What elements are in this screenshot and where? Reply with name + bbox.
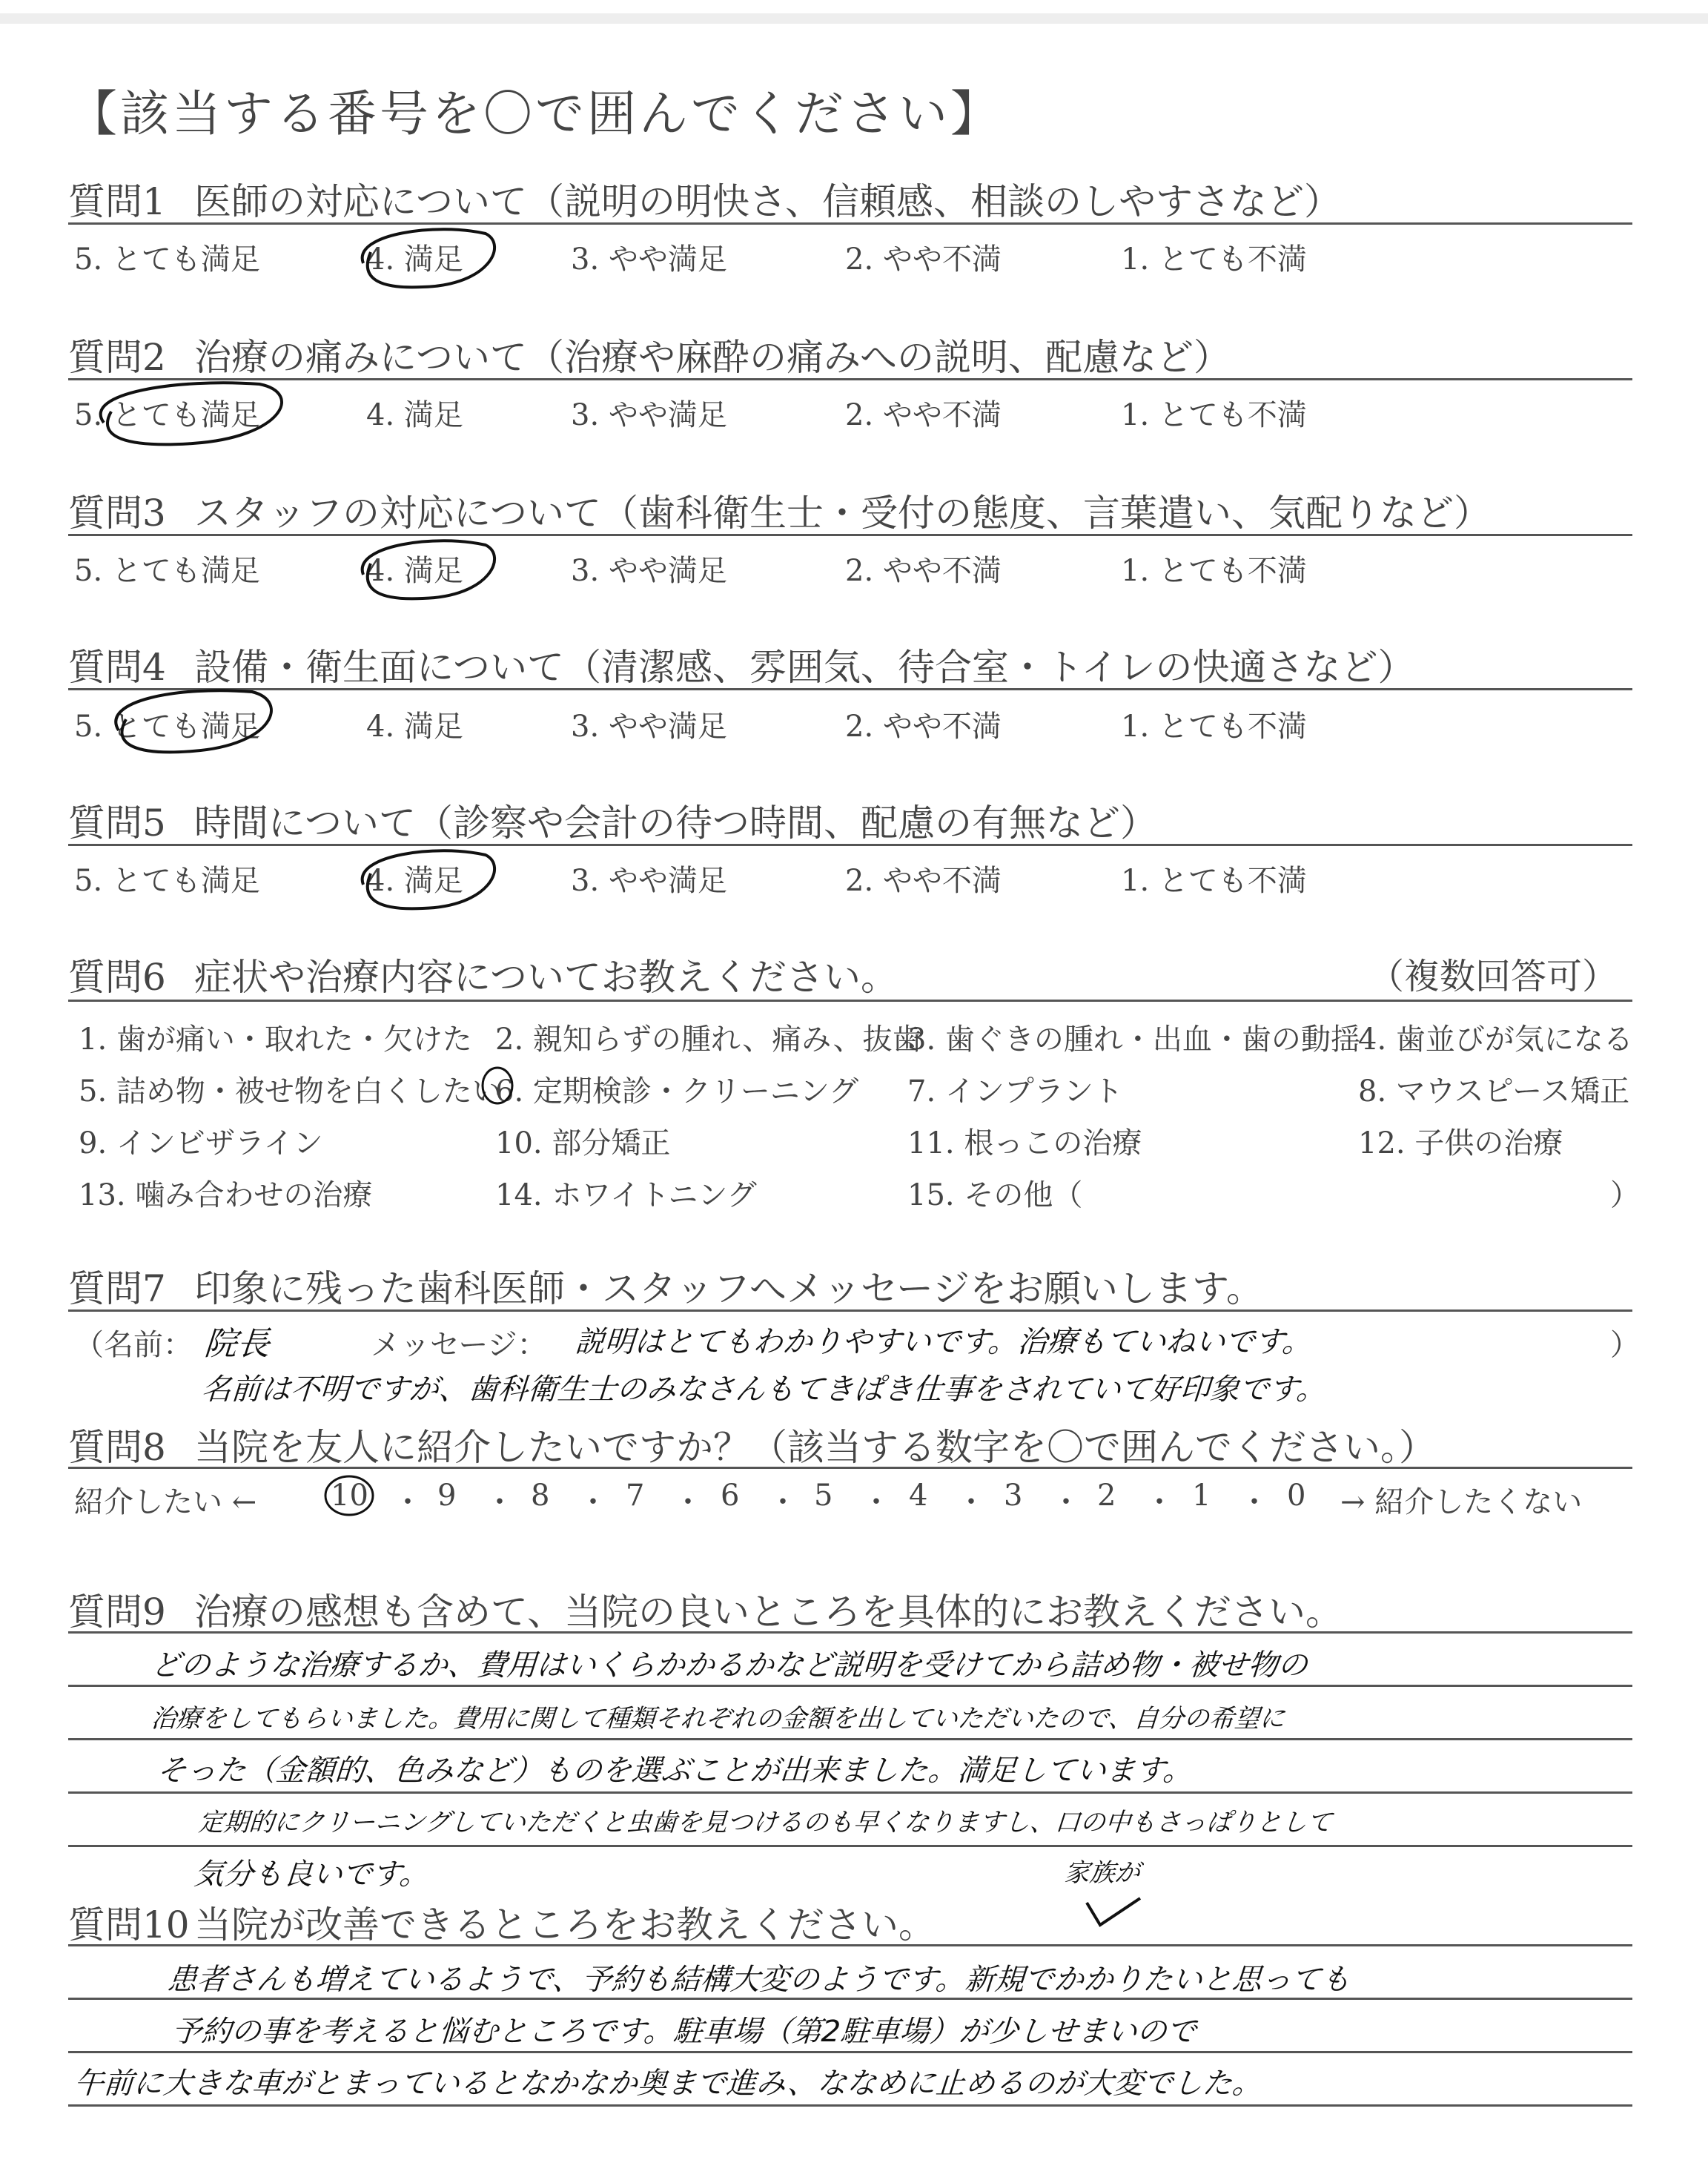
q9-answer-line-4[interactable]: 定期的にクリーニングしていただくと虫歯を見つけるのも早くなりますし、口の中もさっぱりとして (197, 1808, 1334, 1837)
q8-score-8[interactable]: 8 (531, 1479, 550, 1513)
q2-option-3[interactable]: 3. やや満足 (571, 398, 727, 432)
q1-option-1[interactable]: 1. とても不満 (1121, 242, 1307, 277)
question-6-number: 質問6 (68, 956, 166, 999)
question-9-text: 治療の感想も含めて、当院の良いところを具体的にお教えください。 (194, 1591, 1343, 1634)
q4-option-3[interactable]: 3. やや満足 (571, 710, 727, 744)
q4-option-4[interactable]: 4. 満足 (366, 710, 463, 744)
q8-score-5[interactable]: 5 (814, 1479, 833, 1513)
q7-message-label: メッセージ： (371, 1328, 547, 1362)
question-5 (68, 793, 1157, 847)
answer-line (68, 1845, 1632, 1847)
question-9-rule (68, 1631, 1632, 1634)
question-2-number: 質問2 (68, 336, 166, 379)
q1-option-5[interactable]: 5. とても満足 (74, 242, 260, 277)
question-4-text: 設備・衛生面について（清潔感、雰囲気、待合室・トイレの快適さなど） (194, 646, 1415, 689)
question-10-number: 質問10 (68, 1903, 190, 1946)
q8-dot: ・ (768, 1485, 798, 1519)
question-4-number: 質問4 (68, 646, 166, 689)
q8-score-6[interactable]: 6 (721, 1479, 740, 1513)
q8-dot: ・ (673, 1485, 703, 1519)
q3-option-3[interactable]: 3. やや満足 (571, 554, 727, 588)
question-7-text: 印象に残った歯科医師・スタッフへメッセージをお願いします。 (194, 1267, 1263, 1310)
q8-score-2[interactable]: 2 (1097, 1479, 1116, 1513)
q1-option-3[interactable]: 3. やや満足 (571, 242, 727, 277)
q8-score-3[interactable]: 3 (1004, 1479, 1023, 1513)
q8-score-10[interactable]: 10 (331, 1479, 368, 1513)
q2-option-2[interactable]: 2. やや不満 (845, 398, 1002, 432)
q8-dot: ・ (578, 1485, 608, 1519)
q7-message-line-2[interactable]: 名前は不明ですが、歯科衛生士のみなさんもてきぱき仕事をされていて好印象です。 (200, 1373, 1328, 1407)
question-10-rule (68, 1944, 1632, 1946)
question-1-text: 医師の対応について（説明の明快さ、信頼感、相談のしやすさなど） (194, 180, 1341, 223)
question-5-text: 時間について（診察や会計の待つ時間、配慮の有無など） (194, 802, 1157, 845)
question-5-number: 質問5 (68, 802, 166, 845)
question-2-text: 治療の痛みについて（治療や麻酔の痛みへの説明、配慮など） (194, 336, 1231, 379)
q1-option-4[interactable]: 4. 満足 (366, 242, 463, 277)
question-7-number: 質問7 (68, 1267, 166, 1310)
q8-score-9[interactable]: 9 (437, 1479, 457, 1513)
answer-line (68, 1738, 1632, 1740)
q8-selection-circle (322, 1473, 377, 1519)
q2-option-4[interactable]: 4. 満足 (366, 398, 463, 432)
q8-dot: ・ (393, 1485, 423, 1519)
answer-line (68, 2051, 1632, 2053)
question-9 (68, 1582, 1343, 1636)
q6-option-2[interactable]: 2. 親知らずの腫れ、痛み、抜歯 (495, 1023, 922, 1057)
q4-selection-circle (96, 678, 282, 760)
q4-option-5[interactable]: 5. とても満足 (74, 710, 260, 744)
question-8-text: 当院を友人に紹介したいですか？（該当する数字を〇で囲んでください。） (194, 1426, 1436, 1469)
question-7 (68, 1259, 1263, 1312)
answer-line (68, 1685, 1632, 1687)
q8-score-1[interactable]: 1 (1192, 1479, 1211, 1513)
answer-line (68, 1791, 1632, 1794)
q8-dot: ・ (485, 1485, 514, 1519)
q6-option-14[interactable]: 14. ホワイトニング (495, 1178, 757, 1212)
q5-option-2[interactable]: 2. やや不満 (845, 864, 1002, 898)
question-8-rule (68, 1467, 1632, 1469)
q3-option-4[interactable]: 4. 満足 (366, 554, 463, 588)
q1-selection-circle (348, 219, 504, 293)
q6-option-1[interactable]: 1. 歯が痛い・取れた・欠けた (79, 1023, 472, 1057)
q10-answer-line-3[interactable]: 午前に大きな車がとまっているとなかなか奥まで進み、ななめに止めるのが大変でした。 (73, 2067, 1263, 2101)
q5-option-1[interactable]: 1. とても不満 (1121, 864, 1307, 898)
q10-insertion-note[interactable]: 家族が (1063, 1858, 1142, 1888)
question-10 (68, 1895, 936, 1949)
question-3-rule (68, 534, 1632, 536)
q2-option-1[interactable]: 1. とても不満 (1121, 398, 1307, 432)
question-9-number: 質問9 (68, 1591, 166, 1634)
q9-answer-line-3[interactable]: そった（金額的、色みなど）ものを選ぶことが出来ました。満足しています。 (156, 1754, 1194, 1788)
page-title: 【該当する番号を〇で囲んでください】 (68, 85, 1002, 142)
question-3-text: スタッフの対応について（歯科衛生士・受付の態度、言葉遣い、気配りなど） (194, 492, 1491, 535)
question-6-rule (68, 1000, 1632, 1002)
q4-option-1[interactable]: 1. とても不満 (1121, 710, 1307, 744)
q8-score-4[interactable]: 4 (909, 1479, 928, 1513)
q6-option-8[interactable]: 8. マウスピース矯正 (1358, 1074, 1630, 1109)
q2-selection-circle (82, 371, 297, 452)
q8-dot: ・ (956, 1485, 986, 1519)
question-6-note: （複数回答可） (1368, 956, 1618, 997)
q3-option-1[interactable]: 1. とても不満 (1121, 554, 1307, 588)
q10-answer-line-1[interactable]: 患者さんも増えているようで、予約も結構大変のようです。新規でかかりたいと思っても (166, 1963, 1352, 1997)
q8-left-label: 紹介したい ← (74, 1485, 257, 1519)
q6-option-6[interactable]: 6. 定期検診・クリーニング (495, 1074, 859, 1109)
q6-option-3[interactable]: 3. 歯ぐきの腫れ・出血・歯の動揺 (907, 1023, 1360, 1057)
q6-option-7[interactable]: 7. インプラント (907, 1074, 1123, 1109)
q8-dot: ・ (1239, 1485, 1269, 1519)
q3-option-5[interactable]: 5. とても満足 (74, 554, 260, 588)
question-6 (68, 948, 898, 1001)
question-8-number: 質問8 (68, 1426, 166, 1469)
q9-answer-line-5[interactable]: 気分も良いです。 (193, 1857, 431, 1892)
q7-close: ） (1610, 1328, 1640, 1362)
question-3-number: 質問3 (68, 492, 166, 535)
question-4-rule (68, 688, 1632, 690)
q10-insertion-caret (1084, 1892, 1143, 1929)
q8-score-0[interactable]: 0 (1287, 1479, 1306, 1513)
question-1 (68, 172, 1341, 225)
question-3 (68, 483, 1491, 537)
q1-option-2[interactable]: 2. やや不満 (845, 242, 1002, 277)
q6-selection-circle (479, 1065, 516, 1106)
q5-selection-circle (348, 840, 504, 914)
q8-right-label: → 紹介したくない (1340, 1485, 1583, 1519)
question-10-text: 当院が改善できるところをお教えください。 (194, 1903, 936, 1946)
q5-option-5[interactable]: 5. とても満足 (74, 864, 260, 898)
q3-option-2[interactable]: 2. やや不満 (845, 554, 1002, 588)
q6-option-4[interactable]: 4. 歯並びが気になる (1358, 1023, 1633, 1057)
q8-score-7[interactable]: 7 (626, 1479, 645, 1513)
q6-option-11[interactable]: 11. 根っこの治療 (907, 1126, 1142, 1160)
q10-answer-line-2[interactable]: 予約の事を考えると悩むところです。駐車場（第2駐車場）が少しせまいので (171, 2015, 1198, 2049)
q6-option-10[interactable]: 10. 部分矯正 (495, 1126, 671, 1160)
q6-option-15[interactable]: 15. その他（ (907, 1178, 1083, 1212)
q6-other-close: ） (1610, 1178, 1640, 1212)
q6-option-5[interactable]: 5. 詰め物・被せ物を白くしたい (79, 1074, 502, 1109)
q8-dot: ・ (1051, 1485, 1081, 1519)
scan-top-edge (0, 13, 1708, 24)
question-2-rule (68, 378, 1632, 380)
question-6-text: 症状や治療内容についてお教えください。 (194, 956, 898, 999)
q7-name-label: （名前： (74, 1328, 193, 1362)
q3-selection-circle (348, 530, 504, 604)
answer-line (68, 2104, 1632, 2107)
q8-dot: ・ (861, 1485, 891, 1519)
q4-option-2[interactable]: 2. やや不満 (845, 710, 1002, 744)
q9-answer-line-1[interactable]: どのような治療するか、費用はいくらかかるかなど説明を受けてから詰め物・被せ物の (150, 1648, 1309, 1682)
q8-dot: ・ (1145, 1485, 1174, 1519)
question-8 (68, 1418, 1436, 1471)
question-1-rule (68, 222, 1632, 225)
question-1-number: 質問1 (68, 180, 166, 223)
q2-option-5[interactable]: 5. とても満足 (74, 398, 260, 432)
q6-option-9[interactable]: 9. インビザライン (79, 1126, 323, 1160)
question-5-rule (68, 844, 1632, 846)
q5-option-3[interactable]: 3. やや満足 (571, 864, 727, 898)
question-7-rule (68, 1309, 1632, 1312)
q7-name-value[interactable]: 院長 (202, 1325, 271, 1363)
q6-option-12[interactable]: 12. 子供の治療 (1358, 1126, 1563, 1160)
q7-message-line-1[interactable]: 説明はとてもわかりやすいです。治療もていねいです。 (574, 1325, 1313, 1359)
q5-option-4[interactable]: 4. 満足 (366, 864, 463, 898)
q9-answer-line-2[interactable]: 治療をしてもらいました。費用に関して種類それぞれの金額を出していただいたので、自分の希望に (150, 1704, 1286, 1734)
q6-option-13[interactable]: 13. 噛み合わせの治療 (79, 1178, 373, 1212)
